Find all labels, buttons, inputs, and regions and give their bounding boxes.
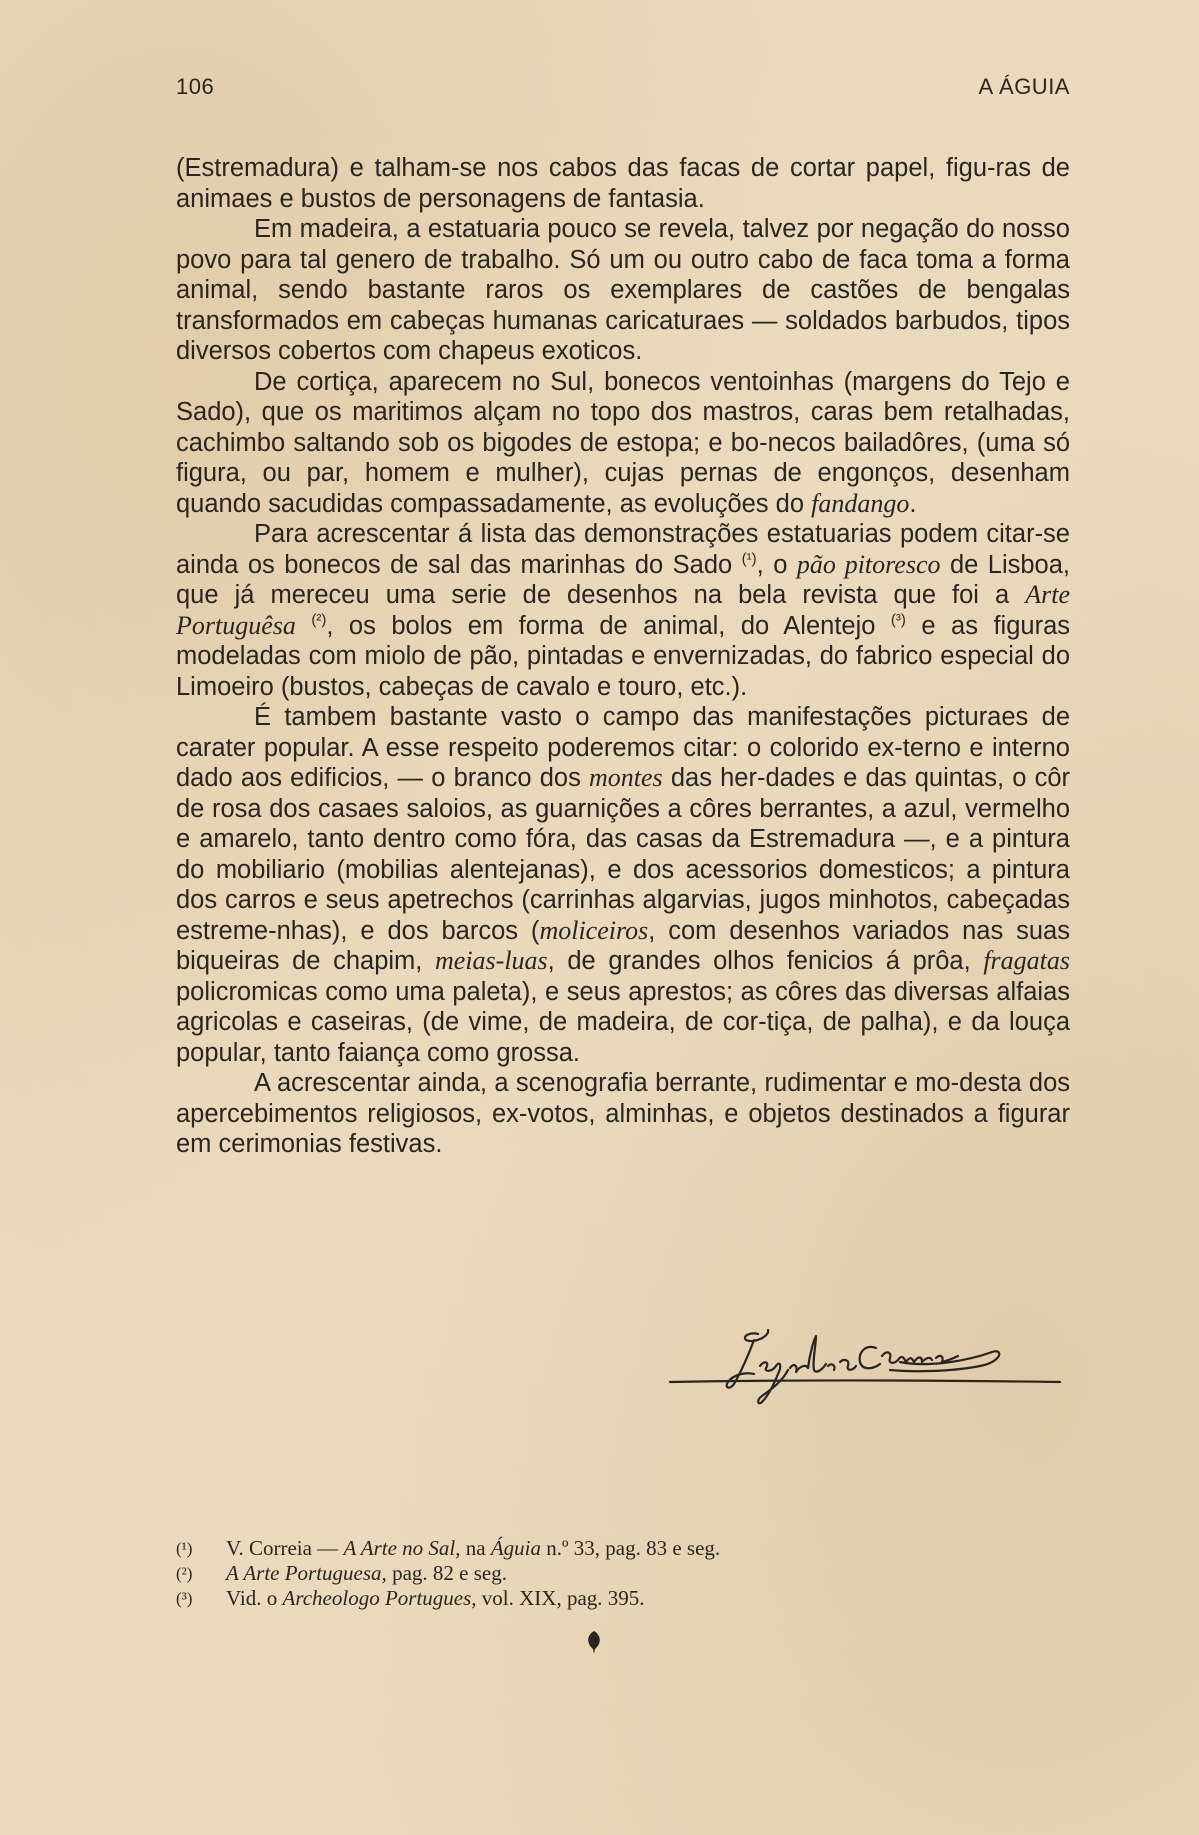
footnote-number: (²): [176, 1564, 193, 1583]
author-signature: [650, 1322, 1070, 1412]
italic-term: A Arte Portuguesa,: [226, 1561, 387, 1585]
text-run: na: [460, 1536, 491, 1560]
text-run: .: [909, 489, 917, 518]
signature-text: [1070, 1322, 1071, 1323]
paragraph-5: [176, 702, 1070, 1068]
text-run: pag. 82 e seg.: [386, 1561, 507, 1585]
italic-term: fragatas: [983, 946, 1071, 975]
italic-term: moliceiros: [539, 915, 649, 945]
footnote-number: (³): [176, 1589, 193, 1608]
text-run: , os bolos em forma de animal, do Alentejo: [326, 611, 891, 640]
italic-term: Águia: [490, 1536, 541, 1560]
text-run: V. Correia —: [226, 1536, 344, 1560]
text-run: , o: [756, 550, 797, 579]
footnote-ref-2: (²): [311, 611, 327, 628]
paragraph-2: Em madeira, a estatuaria pouco se revela, talvez por negação do nosso povo para tal genero de trabalho. Só um ou outro cabo de faca toma a forma animal, sendo bastante raros os exemplares de castões de bengalas transformados em cabeças humanas caricaturaes — soldados barbudos, tipos diversos cobertos com chapeus exoticos.: [176, 215, 1070, 365]
footnote-text: [226, 1561, 507, 1586]
italic-term: montes: [589, 763, 663, 792]
footnote-text: [226, 1536, 720, 1561]
footnote-1: [176, 1536, 1070, 1561]
footnote-ref-1: (¹): [741, 550, 757, 567]
article-body: [176, 153, 1070, 1160]
text-run: [296, 612, 311, 640]
italic-term: meias-luas: [435, 946, 548, 975]
text-run: , com desenhos variados nas suas biqueiras de chapim,: [176, 916, 1070, 975]
text-run: n.º 33, pag. 83 e seg.: [541, 1536, 721, 1560]
italic-term: Arte Portuguêsa: [176, 580, 1070, 640]
leaf-ornament-icon: [583, 1629, 605, 1655]
italic-term: pão pitoresco: [796, 549, 941, 579]
text-run: Vid. o: [226, 1586, 283, 1610]
italic-term: Archeologo Portugues,: [282, 1586, 477, 1610]
footnote-number: (¹): [176, 1539, 193, 1558]
italic-term: fandango: [811, 488, 910, 518]
italic-term: A Arte no Sal,: [343, 1536, 461, 1560]
text-run: de Lisboa, que já mereceu uma serie de desenhos na bela revista que foi a: [176, 550, 1070, 609]
paragraph-3: [176, 367, 1070, 520]
paragraph-1: (Estremadura) e talham-se nos cabos das facas de cortar papel, figu-ras de animaes e bustos de personagens de fantasia.: [176, 154, 1070, 213]
text-run: , de grandes olhos fenicios á prôa,: [547, 947, 984, 975]
text-run: vol. XIX, pag. 395.: [476, 1586, 645, 1610]
text-run: De cortiça, aparecem no Sul, bonecos ventoinhas (margens do Tejo e Sado), que os maritimos alçam no topo dos mastros, caras bem retalhadas, cachimbo saltando sob os bigodes de estopa; e bo-necos bailadôres, (uma só figura, ou par, homem e mulher), cujas pernas de engonços, desenham quando sacudidas compassadamente, as evoluções do: [176, 367, 1070, 518]
leaf-ornament-svg: [583, 1629, 605, 1655]
footnote-2: [176, 1561, 1070, 1586]
text-run: e as figuras modeladas com miolo de pão, pintadas e envernizadas, do fabrico especial do Limoeiro (bustos, cabeças de cavalo e touro, etc.).: [176, 611, 1070, 701]
paragraph-4: [176, 519, 1070, 702]
text-run: É tambem bastante vasto o campo das manifestações picturaes de carater popular. A esse respeito poderemos citar: o colorido ex-terno e interno dado aos edificios, — o branco dos: [176, 703, 1070, 792]
running-title: A ÁGUIA: [978, 74, 1070, 99]
footnote-text: [226, 1586, 645, 1611]
handwritten-signature-icon: [650, 1322, 1070, 1412]
footnotes: [176, 1536, 1070, 1611]
page-number: 106: [176, 74, 215, 99]
paragraph-6: A acrescentar ainda, a scenografia berrante, rudimentar e mo-desta dos apercebimentos religiosos, ex-votos, alminhas, e objetos destinados a figurar em cerimonias festivas.: [176, 1069, 1070, 1158]
text-run: policromicas como uma paleta), e seus aprestos; as côres das diversas alfaias agricolas e caseiras, (de vime, de madeira, de cor-tiça, de palha), e da louça popular, tanto faiança como grossa.: [176, 977, 1070, 1067]
footnote-3: [176, 1586, 1070, 1611]
text-run: Para acrescentar á lista das demonstrações estatuarias podem citar-se ainda os bonecos de sal das marinhas do Sado: [176, 520, 1070, 579]
text-run: das her-dades e das quintas, o côr de rosa dos casaes saloios, as guarnições a côres berrantes, a azul, vermelho e amarelo, tanto dentro como fóra, das casas da Estremadura —, e a pintura do mobiliario (mobilias alentejanas), e dos acessorios domesticos; a pintura dos carros e seus apetrechos (carrinhas algarvias, jugos minhotos, cabeçadas estreme-nhas), e dos barcos (: [176, 764, 1070, 945]
footnote-ref-3: (³): [890, 611, 906, 628]
page-header: [176, 74, 1070, 108]
